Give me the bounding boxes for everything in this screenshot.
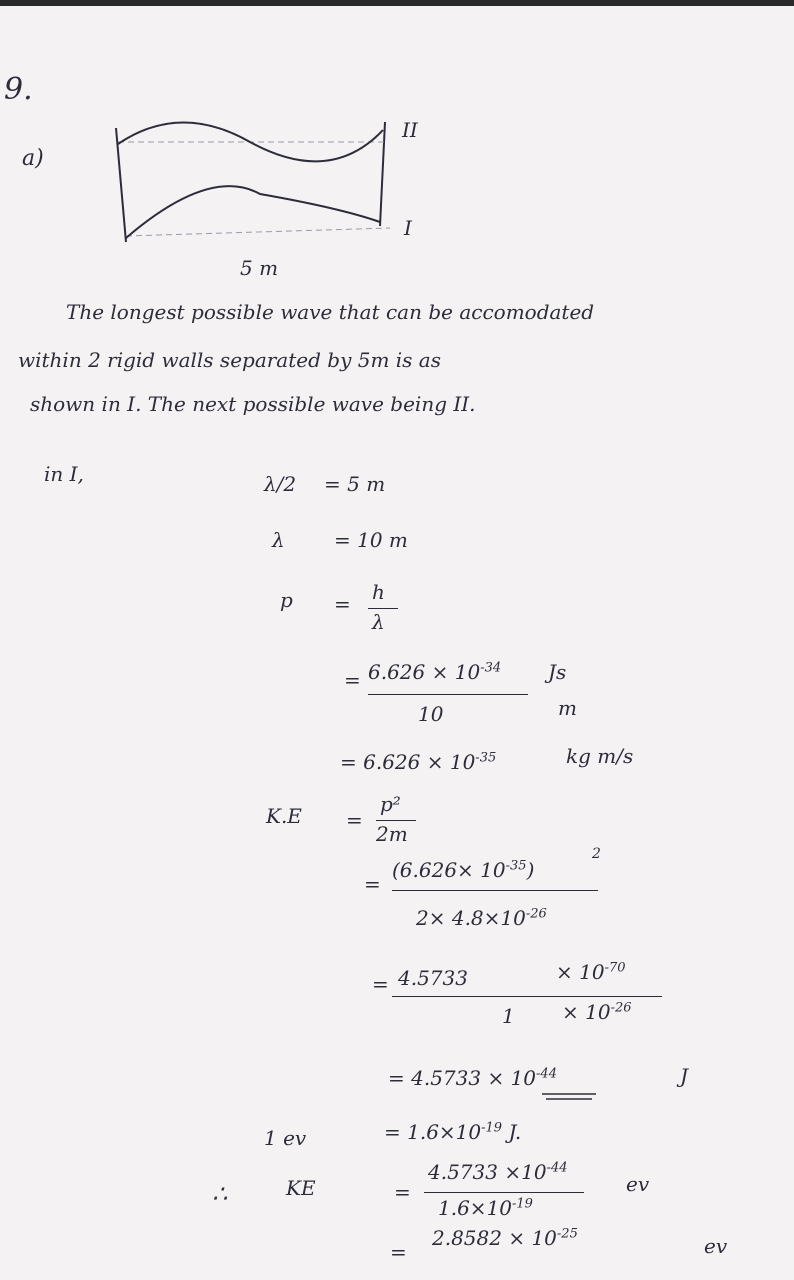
part-label: a) <box>22 146 44 171</box>
p-result-unit: kg m/s <box>566 744 634 768</box>
p-sub-num: $6.626 \times 10^{-34}$ <box>368 660 502 684</box>
ke2-unit: ev <box>626 1172 650 1196</box>
p-sub-fraction-bar <box>368 694 528 695</box>
length-label: 5 m <box>240 256 279 280</box>
left-wall <box>116 128 126 242</box>
ke-den: 2m <box>376 822 408 846</box>
ke2-den: $1.6\times 10^{-19}$ <box>438 1196 533 1220</box>
ke-mid-den-b: × $10^{-26}$ <box>562 1000 632 1024</box>
ke-num: p² <box>380 792 401 816</box>
lambda-rhs: = 10 m <box>334 528 408 552</box>
ke-sub-num-pow: 2 <box>592 846 601 862</box>
ke-mid-fraction-bar <box>392 996 662 997</box>
p-sub-den-unit: m <box>558 696 577 720</box>
ke2-eq: = <box>394 1180 411 1204</box>
p-eq: = <box>334 592 351 616</box>
p-den: λ <box>372 610 385 634</box>
ke-mid-den-a: 1 <box>502 1004 515 1028</box>
ke2-fraction-bar <box>424 1192 584 1193</box>
wave-I <box>126 186 380 238</box>
p-num: h <box>372 580 385 604</box>
label-wave-I: I <box>404 216 412 240</box>
p-sub-den: 10 <box>418 702 444 726</box>
ev-rhs: = $1.6\times 10^{-19}$ J. <box>384 1120 522 1144</box>
label-wave-II: II <box>402 118 418 142</box>
explanation-line-3: shown in I. The next possible wave being II. <box>30 392 476 416</box>
explanation-line-1: The longest possible wave that can be accomodated <box>66 300 595 324</box>
p-fraction-bar <box>368 608 398 609</box>
half-lambda-lhs: λ/2 <box>264 472 297 496</box>
p-sub-num-unit: Js <box>548 660 567 684</box>
p-lhs: p <box>280 588 293 612</box>
p-result: = $6.626 \times 10^{-35}$ <box>340 750 497 774</box>
final-eq: = <box>390 1240 407 1264</box>
ke-mid-eq: = <box>372 972 389 996</box>
standing-wave-diagram <box>100 108 430 258</box>
final-value: $2.8582 \times 10^{-25}$ <box>432 1226 578 1250</box>
ke-mid-num-b: × $10^{-70}$ <box>556 960 626 984</box>
p-sub-eq: = <box>344 668 361 692</box>
ke-eq: = <box>346 808 363 832</box>
ke-fraction-bar <box>376 820 416 821</box>
half-lambda-rhs: = 5 m <box>324 472 386 496</box>
lambda-lhs: λ <box>272 528 285 552</box>
ke2-num: $4.5733 \times 10^{-44}$ <box>428 1160 568 1184</box>
ke-result: = $4.5733 \times 10^{-44}$ <box>388 1066 557 1090</box>
explanation-line-2: within 2 rigid walls separated by 5m is as <box>18 348 441 372</box>
ke-result-unit: J <box>680 1064 689 1088</box>
ke-result-underline <box>540 1092 600 1102</box>
ke-sub-fraction-bar <box>392 890 598 891</box>
ke-sub-num: $(6.626\times 10^{-35})$ <box>392 858 535 882</box>
top-border <box>0 0 794 6</box>
axis-line-bottom <box>126 228 390 236</box>
ke-sub-eq: = <box>364 872 381 896</box>
therefore-symbol: ∴ <box>212 1180 228 1208</box>
final-unit: ev <box>704 1234 728 1258</box>
ke-sub-den: $2\times 4.8\times 10^{-26}$ <box>416 906 547 930</box>
ev-lhs: 1 ev <box>264 1126 307 1150</box>
question-number: 9. <box>4 72 33 107</box>
ke2-lhs: KE <box>286 1176 316 1200</box>
in-I-label: in I, <box>44 462 84 486</box>
ke-mid-num-a: 4.5733 <box>398 966 468 990</box>
ke-lhs: K.E <box>266 804 302 828</box>
right-wall <box>380 122 385 226</box>
